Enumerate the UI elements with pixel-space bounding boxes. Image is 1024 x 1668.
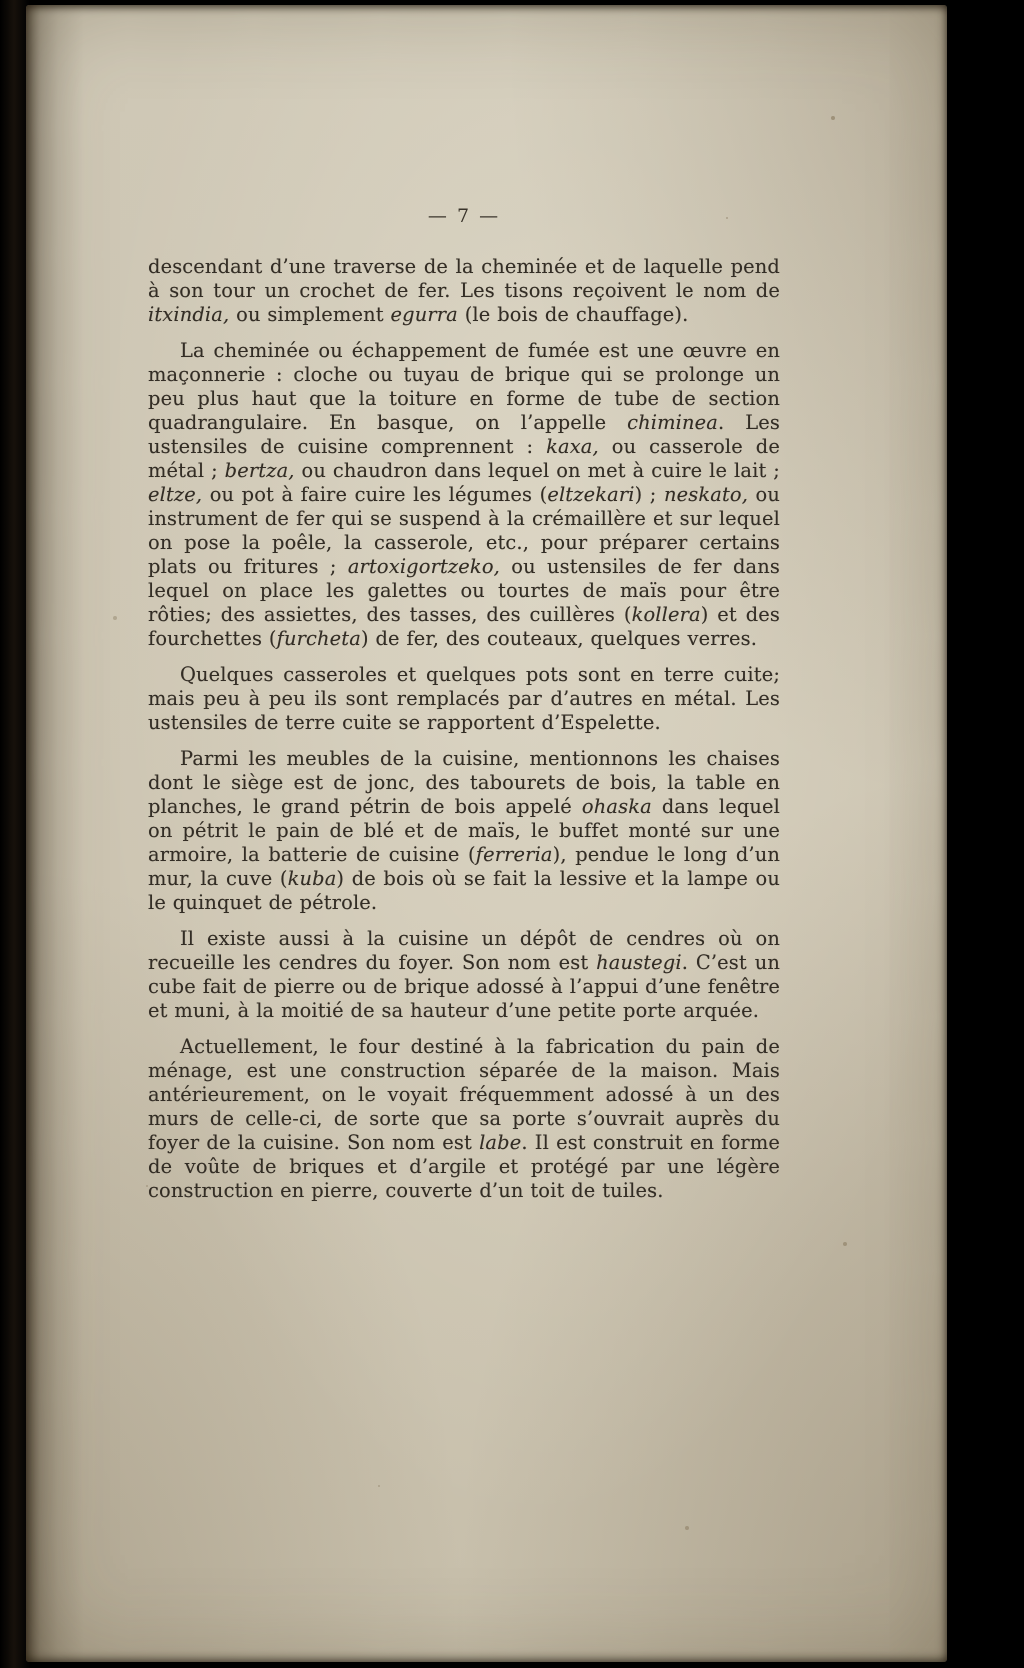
italic-term: itxindia, [148, 303, 230, 326]
text-run: (le bois de chauffage). [457, 303, 689, 326]
book-page [26, 5, 947, 1662]
text-run: Actuellement, le four destiné à la fabrication du pain de ménage, est une construction séparée de la maison. Mais antérieurement, on le voyait fréquemment adossé à un des murs de celle-ci, de sorte que sa porte s’ouvrait auprès du foyer de la cuisine. Son nom est [148, 1035, 780, 1154]
italic-term: furcheta [276, 627, 361, 650]
text-run: La cheminée ou échappement de fumée est une œuvre en maçonnerie : cloche ou tuyau de brique qui se prolonge un peu plus haut que la toiture en forme de tube de section quadrangulaire. En basque, on l’appelle [148, 339, 780, 434]
italic-term: kuba [287, 867, 337, 890]
paragraph [148, 927, 780, 1023]
italic-term: kollera [631, 603, 701, 626]
paragraph [148, 663, 780, 735]
text-run: ), pendue le long d’un mur, la cuve ( [148, 843, 780, 890]
text-run: . C’est un cube fait de pierre ou de brique adossé à l’appui d’une fenêtre et muni, à la moitié de sa hauteur d’une petite porte arquée. [148, 951, 780, 1022]
italic-term: kaxa, [546, 435, 599, 458]
binding-shadow [26, 5, 84, 1662]
text-run: ou chaudron dans lequel on met à cuire le lait ; [294, 459, 780, 482]
italic-term: neskato, [663, 483, 749, 506]
italic-term: eltzekari [547, 483, 635, 506]
text-run: Quelques casseroles et quelques pots sont en terre cuite; mais peu à peu ils sont remplacés par d’autres en métal. Les ustensiles de terre cuite se rapportent d’Espelette. [148, 663, 780, 734]
text-run: ou pot à faire cuire les légumes ( [202, 483, 548, 506]
italic-term: artoxigortzeko, [347, 555, 500, 578]
page-number: — 7 — [427, 205, 501, 227]
text-run: dans lequel on pétrit le pain de blé et de maïs, le buffet monté sur une armoire, la batterie de cuisine ( [148, 795, 781, 866]
text-run: ou ustensiles de fer dans lequel on place les galettes ou tourtes de maïs pour être rôties; des assiettes, des tasses, des cuillères ( [148, 555, 780, 626]
italic-term: bertza, [224, 459, 295, 482]
italic-term: chiminea [627, 411, 719, 434]
italic-term: egurra [390, 303, 458, 326]
italic-term: eltze, [148, 483, 203, 506]
italic-term: haustegi [596, 951, 682, 974]
text-run: . Les ustensiles de cuisine comprennent : [148, 411, 780, 458]
paragraph [148, 747, 780, 915]
page-content [148, 205, 780, 1215]
text-run: descendant d’une traverse de la cheminée et de laquelle pend à son tour un crochet de fer. Les tisons reçoivent le nom de [148, 255, 780, 302]
paper-specks [26, 5, 28, 7]
text-run: ) de bois où se fait la lessive et la lampe ou le quinquet de pétrole. [148, 867, 781, 914]
text-run: ) ; [634, 483, 664, 506]
text-run: Il existe aussi à la cuisine un dépôt de cendres où on recueille les cendres du foyer. Son nom est [148, 927, 780, 974]
text-run: Parmi les meubles de la cuisine, mentionnons les chaises dont le siège est de jonc, des tabourets de bois, la table en planches, le grand pétrin de bois appelé [148, 747, 780, 818]
text-run: ou instrument de fer qui se suspend à la crémaillère et sur lequel on pose la poêle, la casserole, etc., pour préparer certains plats ou fritures ; [148, 483, 780, 578]
italic-term: ohaska [581, 795, 652, 818]
text-block [148, 255, 780, 1203]
paragraph [148, 339, 780, 651]
text-run: ou simplement [229, 303, 391, 326]
text-run: . Il est construit en forme de voûte de briques et d’argile et protégé par une légère construction en pierre, couverte d’un toit de tuiles. [148, 1131, 781, 1202]
paragraph [148, 255, 780, 327]
paragraph [148, 1035, 780, 1203]
text-run: ou casserole de métal ; [148, 435, 780, 482]
italic-term: ferreria [475, 843, 553, 866]
italic-term: labe [479, 1131, 522, 1154]
text-run: ) de fer, des couteaux, quelques verres. [360, 627, 758, 650]
text-run: ) et des fourchettes ( [148, 603, 780, 650]
